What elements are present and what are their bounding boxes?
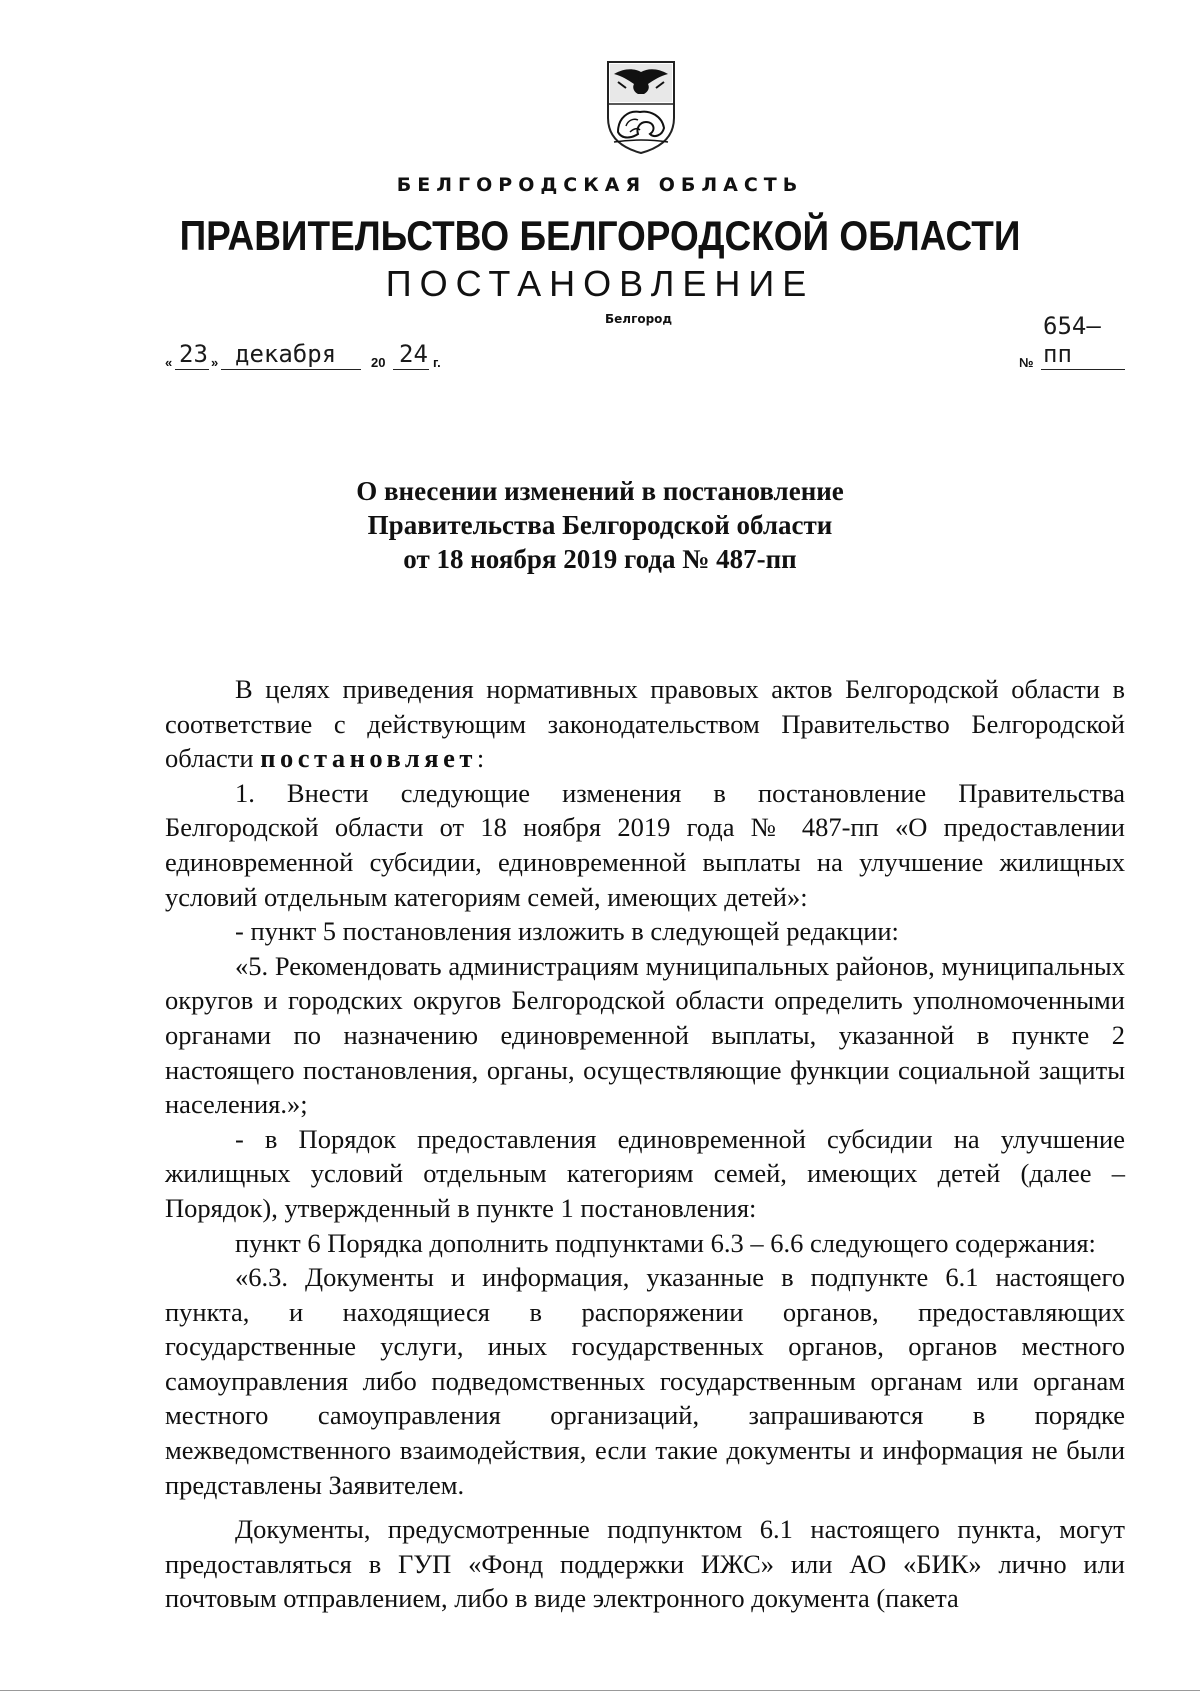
preamble-colon: : [476, 743, 485, 774]
number-underline [1041, 369, 1125, 370]
year-suffix: 24 [399, 340, 428, 368]
title-line-1: О внесении изменений в постановление [356, 476, 844, 506]
resolves-word: постановляет [260, 743, 477, 774]
paragraph-subpoint-6-3: «6.3. Документы и информация, указанные в подпункте 6.1 настоящего пункта, и находящиеся в распоряжении органов, предоставляющих государственные услуги, иных государственных органов, органов местного самоуправления либо подведомственных государственным органам или органам местного самоуправления организаций, запрашиваются в порядке межведомственного взаимодействия, если такие документы и информация не были представлены Заявителем. [165, 1262, 1125, 1500]
paragraph-new-point-5: «5. Рекомендовать администрациям муниципальных районов, муниципальных округов и городских округов Белгородской области определить уполномоченными органами по назначению единовременной выплаты, указанной в пункте 2 настоящего постановления, органы, осуществляющие функции социальной защиты населения.»; [165, 950, 1125, 1120]
month-underline [221, 369, 361, 370]
coat-of-arms-emblem [604, 58, 678, 156]
year-mark: г. [433, 355, 441, 370]
year-prefix: 20 [371, 355, 386, 370]
city-label: Белгород [605, 312, 673, 326]
date-open-quote: « [165, 355, 173, 370]
government-heading: ПРАВИТЕЛЬСТВО БЕЛГОРОДСКОЙ ОБЛАСТИ [179, 212, 1021, 259]
year-underline [393, 369, 429, 370]
paragraph-item-1: 1. Внести следующие изменения в постановление Правительства Белгородской области от 18 ноября 2019 года № 487-пп «О предоставлении единовременной субсидии, единовременной выплаты на улучшение жилищных условий отдельным категориям семей, имеющих детей»: [165, 777, 1125, 912]
paragraph-item-1-sub-1: - пункт 5 постановления изложить в следующей редакции: [235, 916, 899, 947]
document-title [0, 474, 1200, 576]
document-body [165, 672, 1125, 1616]
page-bottom-edge [0, 1690, 1200, 1691]
document-type-heading: ПОСТАНОВЛЕНИЕ [385, 263, 815, 304]
title-line-2: Правительства Белгородской области [367, 510, 833, 540]
paragraph-documents: Документы, предусмотренные подпунктом 6.1 настоящего пункта, могут предоставляться в ГУП «Фонд поддержки ИЖС» или АО «БИК» лично или почтовым отправлением, либо в виде электронного документа (пакета [165, 1514, 1125, 1614]
number-label: № [1019, 355, 1034, 370]
preamble-text: В целях приведения нормативных правовых актов Белгородской области в соответствие с действующим законодательством Правительство Белгородской области [165, 674, 1125, 774]
date-day: 23 [179, 340, 208, 368]
document-number: 654–пп [1043, 312, 1101, 368]
day-underline [175, 369, 209, 370]
date-close-quote: » [211, 355, 219, 370]
region-heading: БЕЛГОРОДСКАЯ ОБЛАСТЬ [396, 174, 804, 196]
paragraph-point-6: пункт 6 Порядка дополнить подпунктами 6.3 – 6.6 следующего содержания: [235, 1227, 1096, 1258]
paragraph-preamble [165, 672, 1125, 776]
date-month: декабря [235, 340, 337, 368]
title-line-3: от 18 ноября 2019 года № 487-пп [403, 544, 797, 574]
paragraph-item-1-sub-2: - в Порядок предоставления единовременной субсидии на улучшение жилищных условий отдельным категориям семей, имеющих детей (далее – Порядок), утвержденный в пункте 1 постановления: [165, 1123, 1125, 1223]
